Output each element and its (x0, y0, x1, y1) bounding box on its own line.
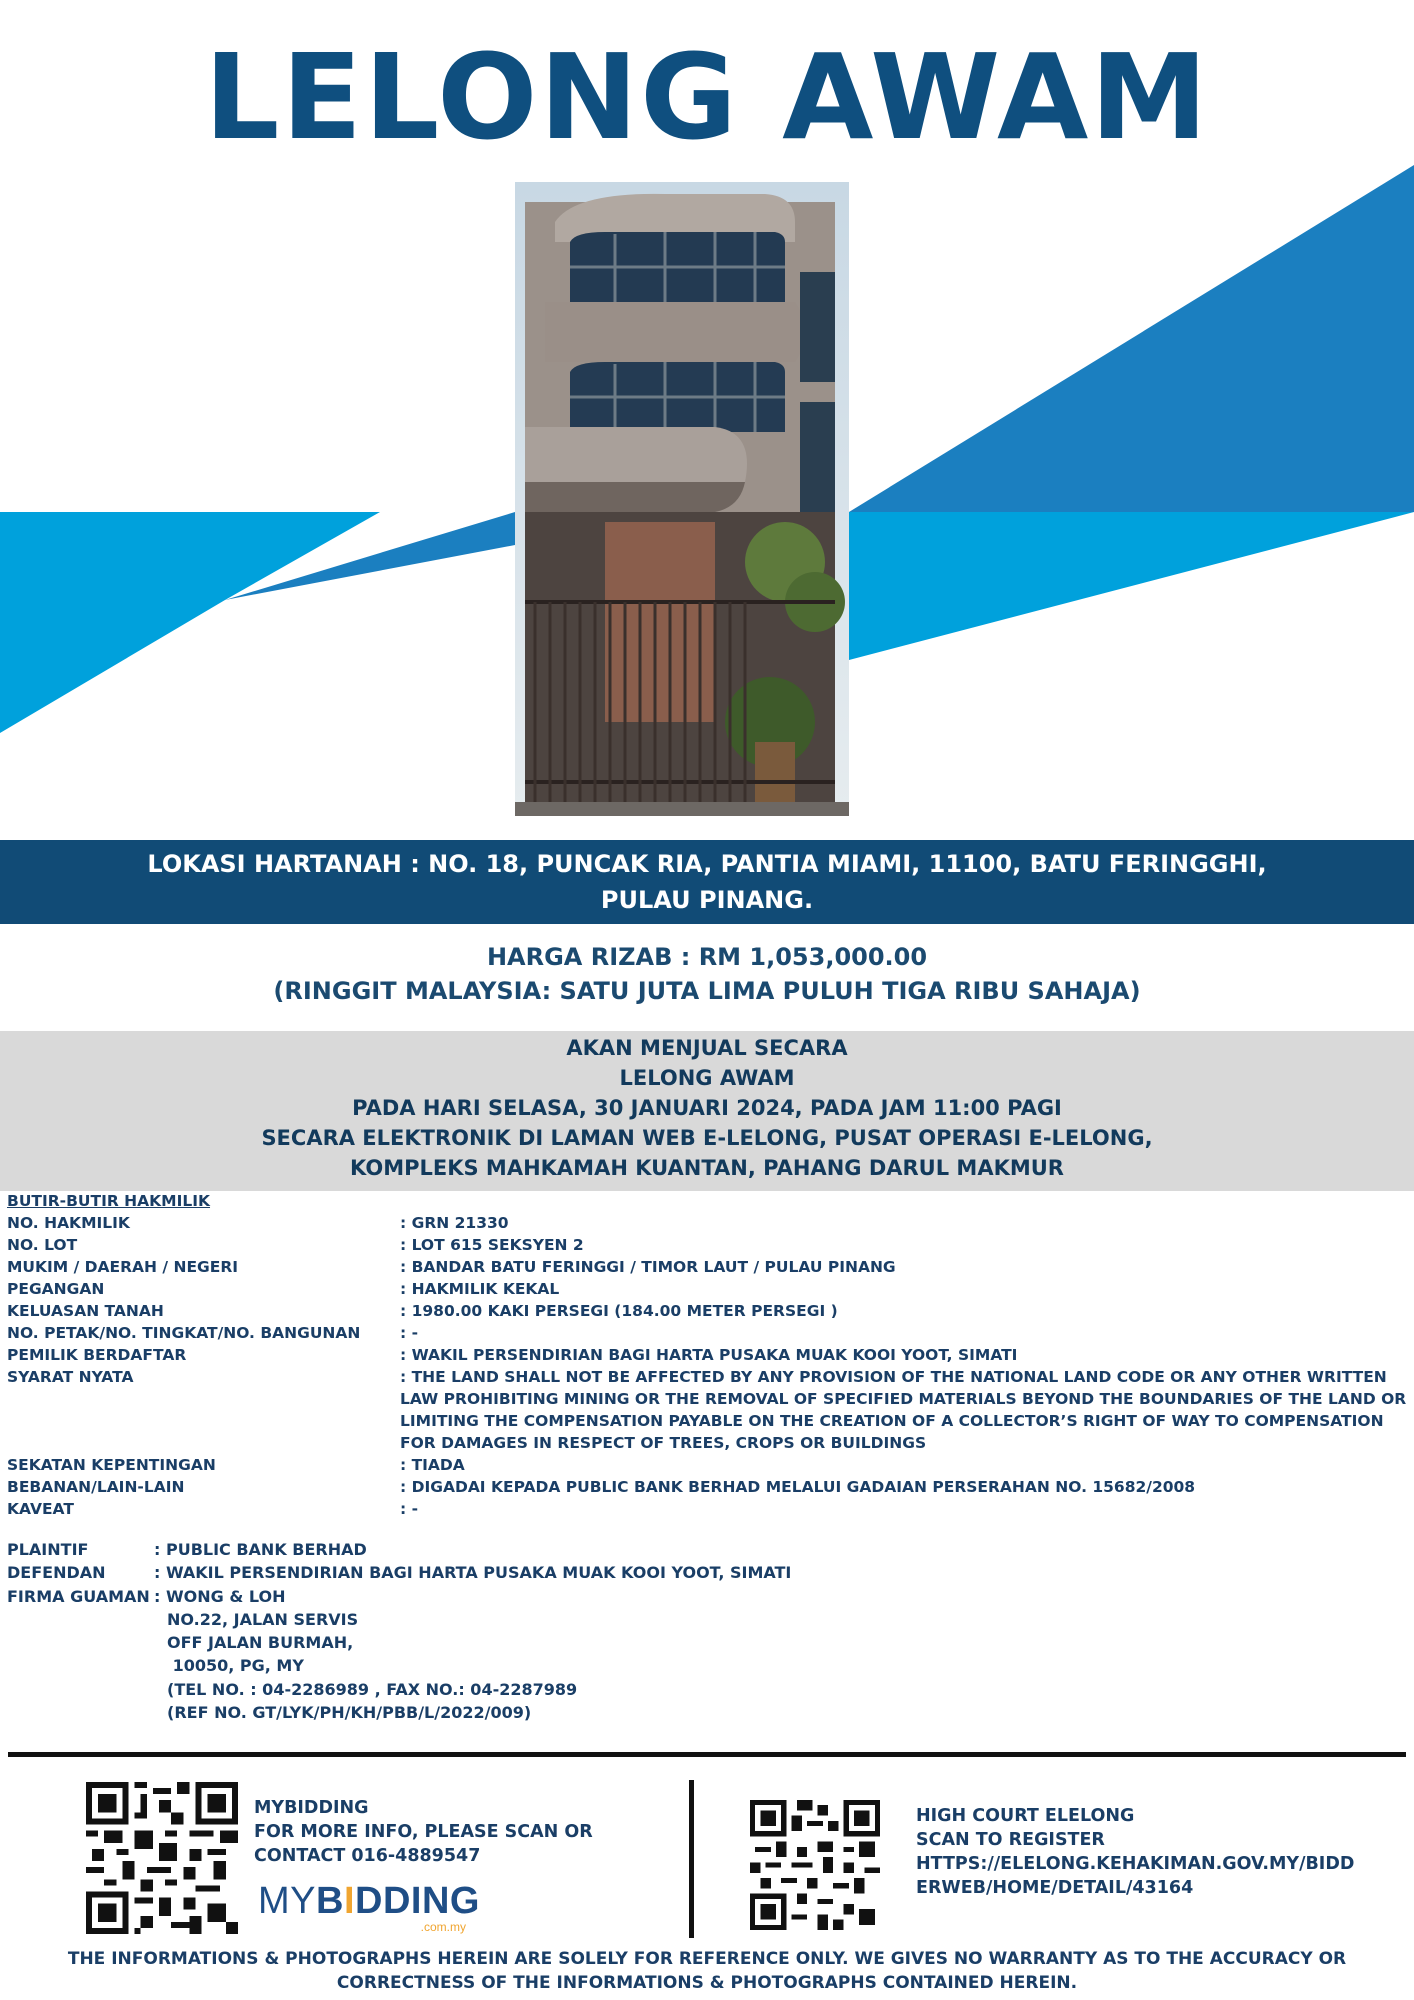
disclaimer-line-2: CORRECTNESS OF THE INFORMATIONS & PHOTOGRAPHS CONTAINED HEREIN. (336, 1973, 1078, 1993)
plaintif-row (7, 1538, 907, 1561)
firma-address-line: OFF JALAN BURMAH, (167, 1633, 354, 1653)
property-location-bar (0, 840, 1414, 924)
detail-label: KAVEAT (7, 1500, 74, 1518)
detail-row (7, 1498, 1407, 1520)
detail-row (7, 1256, 1407, 1278)
logo-text-dding: DDING (355, 1880, 480, 1922)
detail-value: : - (400, 1324, 419, 1342)
detail-label: BEBANAN/LAIN-LAIN (7, 1478, 185, 1496)
plaintif-value: : PUBLIC BANK BERHAD (154, 1540, 367, 1559)
page-title: LELONG AWAM (204, 28, 1210, 166)
mybidding-name: MYBIDDING (254, 1798, 369, 1818)
detail-row (7, 1234, 1407, 1256)
detail-value: : BANDAR BATU FERINGGI / TIMOR LAUT / PULAU PINANG (400, 1258, 896, 1276)
elelong-name: HIGH COURT ELELONG (916, 1806, 1135, 1826)
mybidding-logo[interactable] (258, 1880, 518, 1940)
divider (8, 1752, 1406, 1757)
detail-label: MUKIM / DAERAH / NEGERI (7, 1258, 239, 1276)
detail-value: : LOT 615 SEKSYEN 2 (400, 1236, 584, 1254)
mybidding-contact (254, 1796, 674, 1868)
detail-row (7, 1366, 1407, 1454)
elelong-url[interactable]: HTTPS://ELELONG.KEHAKIMAN.GOV.MY/BIDD (916, 1854, 1355, 1874)
qr-code-icon[interactable] (750, 1800, 880, 1930)
detail-label: NO. PETAK/NO. TINGKAT/NO. BANGUNAN (7, 1324, 361, 1342)
detail-row (7, 1454, 1407, 1476)
detail-label: PEGANGAN (7, 1280, 105, 1298)
firma-value: : WONG & LOH (154, 1586, 286, 1606)
firma-row (7, 1585, 907, 1608)
qr-code-icon[interactable] (86, 1782, 238, 1934)
detail-label: KELUASAN TANAH (7, 1302, 164, 1320)
detail-label: SEKATAN KEPENTINGAN (7, 1456, 216, 1474)
detail-value: : GRN 21330 (400, 1214, 509, 1232)
reserve-price-amount: HARGA RIZAB : RM 1,053,000.00 (486, 943, 928, 971)
mybidding-info: FOR MORE INFO, PLEASE SCAN OR (254, 1822, 593, 1842)
house-photo (515, 182, 849, 816)
elelong-instruction: SCAN TO REGISTER (916, 1830, 1105, 1850)
detail-label: PEMILIK BERDAFTAR (7, 1346, 187, 1364)
detail-value: : DIGADAI KEPADA PUBLIC BANK BERHAD MELALUI GADAIAN PERSERAHAN NO. 15682/2008 (400, 1478, 1196, 1496)
auction-info-box (0, 1031, 1414, 1191)
firma-label: FIRMA GUAMAN (7, 1586, 150, 1606)
location-line-1: LOKASI HARTANAH : NO. 18, PUNCAK RIA, PANTIA MIAMI, 11100, BATU FERINGGHI, (147, 850, 1267, 878)
defendan-value: : WAKIL PERSENDIRIAN BAGI HARTA PUSAKA MUAK KOOI YOOT, SIMATI (154, 1563, 792, 1583)
plaintif-label: PLAINTIF (7, 1540, 89, 1559)
detail-value: : WAKIL PERSENDIRIAN BAGI HARTA PUSAKA MUAK KOOI YOOT, SIMATI (400, 1346, 1018, 1364)
logo-domain: .com.my (420, 1920, 466, 1934)
detail-value: : - (400, 1500, 419, 1518)
elelong-contact (916, 1804, 1386, 1900)
disclaimer-line-1: THE INFORMATIONS & PHOTOGRAPHS HEREIN ARE SOLELY FOR REFERENCE ONLY. WE GIVES NO WARRANTY AS TO THE ACCURACY OR (67, 1949, 1347, 1969)
logo-text-i: I (343, 1880, 356, 1922)
detail-label: NO. HAKMILIK (7, 1214, 130, 1232)
logo-text-my: MY (258, 1880, 316, 1922)
elelong-url-cont[interactable]: ERWEB/HOME/DETAIL/43164 (916, 1878, 1194, 1898)
detail-value: : THE LAND SHALL NOT BE AFFECTED BY ANY PROVISION OF THE NATIONAL LAND CODE OR ANY OTHER WRITTEN LAW PROHIBITING MINING OR THE REMOVAL OF SPECIFIED MATERIALS BEYOND THE BOUNDARIES OF THE LAND OR LIMITING THE COMPENSATION PAYABLE ON THE CREATION OF A COLLECTOR’S RIGHT OF WAY TO COMPENSATION FOR DAMAGES IN RESPECT OF TREES, CROPS OR BUILDINGS (400, 1368, 1407, 1452)
parties-section (7, 1538, 907, 1724)
detail-value: : HAKMILIK KEKAL (400, 1280, 560, 1298)
title-details-heading: BUTIR-BUTIR HAKMILIK (7, 1192, 211, 1210)
reserve-price (0, 940, 1414, 1008)
disclaimer (40, 1947, 1374, 1995)
defendan-row (7, 1561, 907, 1584)
detail-row (7, 1212, 1407, 1234)
location-line-2: PULAU PINANG. (600, 886, 814, 914)
firma-reference: (REF NO. GT/LYK/PH/KH/PBB/L/2022/009) (167, 1703, 532, 1723)
mybidding-phone[interactable]: CONTACT 016-4889547 (254, 1846, 481, 1866)
vertical-divider (689, 1780, 694, 1938)
logo-text-b: B (316, 1880, 344, 1922)
detail-row (7, 1476, 1407, 1498)
detail-row (7, 1344, 1407, 1366)
detail-value: : TIADA (400, 1456, 465, 1474)
auction-date: PADA HARI SELASA, 30 JANUARI 2024, PADA JAM 11:00 PAGI (352, 1096, 1062, 1120)
detail-row (7, 1300, 1407, 1322)
firma-address-line: 10050, PG, MY (167, 1656, 304, 1676)
reserve-price-words: (RINGGIT MALAYSIA: SATU JUTA LIMA PULUH TIGA RIBU SAHAJA) (273, 977, 1141, 1005)
detail-row (7, 1322, 1407, 1344)
auction-line-2: LELONG AWAM (619, 1066, 795, 1090)
firma-address-line: NO.22, JALAN SERVIS (167, 1609, 359, 1629)
detail-row (7, 1278, 1407, 1300)
auction-line-5: KOMPLEKS MAHKAMAH KUANTAN, PAHANG DARUL MAKMUR (350, 1156, 1064, 1180)
auction-line-1: AKAN MENJUAL SECARA (566, 1036, 848, 1060)
detail-label: NO. LOT (7, 1236, 78, 1254)
detail-label: SYARAT NYATA (7, 1368, 134, 1386)
firma-phone: (TEL NO. : 04-2286989 , FAX NO.: 04-2287989 (167, 1679, 578, 1699)
title-details (7, 1190, 1407, 1520)
defendan-label: DEFENDAN (7, 1563, 106, 1583)
detail-value: : 1980.00 KAKI PERSEGI (184.00 METER PERSEGI ) (400, 1302, 838, 1320)
auction-line-4: SECARA ELEKTRONIK DI LAMAN WEB E-LELONG, PUSAT OPERASI E-LELONG, (261, 1126, 1153, 1150)
